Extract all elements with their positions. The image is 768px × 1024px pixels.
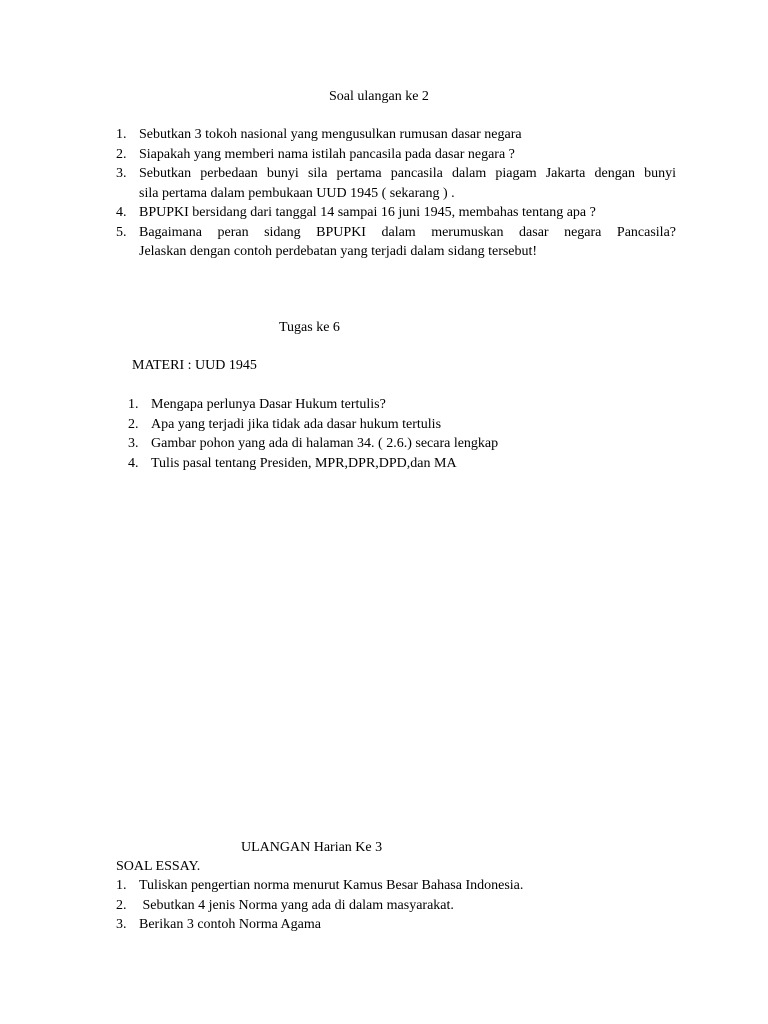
materi-label: MATERI : UUD 1945 (132, 358, 257, 373)
list-item: 2. Siapakah yang memberi nama istilah pancasila pada dasar negara ? (116, 146, 515, 162)
list-item: 3. Gambar pohon yang ada di halaman 34. ( 2.6.) secara lengkap (128, 436, 499, 451)
section3-list (116, 876, 676, 935)
list-item: 3. Sebutkan perbedaan bunyi sila pertama pancasila dalam piagam Jakarta dengan bunyi sila pertama dalam pembukaan UUD 1945 ( sekarang ) . (116, 166, 676, 201)
list-item: 4. BPUPKI bersidang dari tanggal 14 sampai 16 juni 1945, membahas tentang apa ? (116, 205, 596, 220)
section2-list (128, 395, 648, 473)
list-item: 1. Sebutkan 3 tokoh nasional yang mengusulkan rumusan dasar negara (116, 127, 522, 142)
list-item: 5. Bagaimana peran sidang BPUPKI dalam merumuskan dasar negara Pancasila? Jelaskan dengan contoh perdebatan yang terjadi dalam sidang tersebut! (116, 224, 676, 259)
list-item: 4. Tulis pasal tentang Presiden, MPR,DPR,DPD,dan MA (128, 455, 457, 471)
section2-title: Tugas ke 6 (279, 320, 340, 335)
list-item: 1. Mengapa perlunya Dasar Hukum tertulis? (128, 397, 386, 412)
list-item: 2. Apa yang terjadi jika tidak ada dasar hukum tertulis (128, 416, 442, 432)
list-item: 2. Sebutkan 4 jenis Norma yang ada di dalam masyarakat. (116, 897, 454, 913)
list-item: 1. Tuliskan pengertian norma menurut Kamus Besar Bahasa Indonesia. (116, 878, 524, 893)
section1-list (116, 125, 676, 262)
section1-title: Soal ulangan ke 2 (329, 89, 429, 104)
section3-title: ULANGAN Harian Ke 3 (241, 840, 383, 855)
list-item: 3. Berikan 3 contoh Norma Agama (116, 917, 321, 932)
section3-subtitle: SOAL ESSAY. (116, 859, 201, 874)
